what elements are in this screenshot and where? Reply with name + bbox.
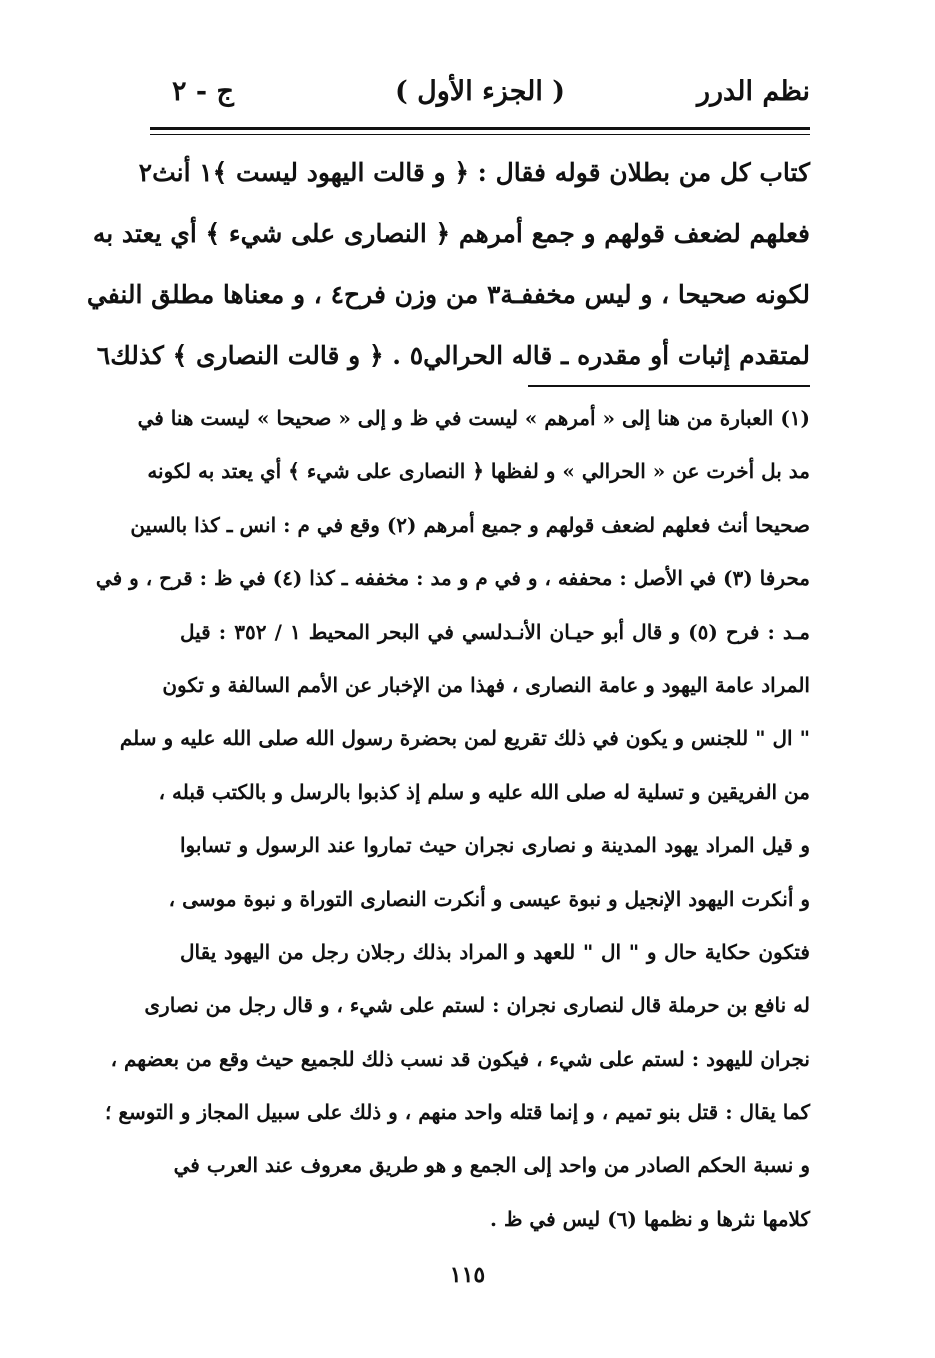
main-line: لمتقدم إثبات أو مقدره ـ قاله الحرالي٥ . ﴿ و قالت النصارى ﴾ كذلك٦ — [96, 341, 810, 370]
footnote-line: فتكون حكاية حال و " ال " للعهد و المراد بذلك رجلان رجل من اليهود يقال — [180, 939, 810, 964]
book-title: نظم الدرر — [696, 76, 810, 107]
main-line: لكونه صحيحا ، و ليس مخففـة٣ من وزن فرح٤ ، و معناها مطلق النفي — [86, 280, 810, 309]
footnote-line: و نسبة الحكم الصادر من واحد إلى الجمع و هو طريق معروف عند العرب في — [173, 1153, 810, 1178]
footnote-line: محرفا (٣) في الأصل : محففه ، و في م و مد : مخففه ـ كذا (٤) في ظ : قرح ، و في — [95, 566, 810, 591]
footnote-line: كما يقال : قتل بنو تميم ، و إنما قتله واحد منهم ، و ذلك على سبيل المجاز و التوسع ؛ — [105, 1100, 810, 1125]
footnote-line: من الفريقين و تسلية له صلى الله عليه و سلم إذ كذبوا بالرسل و بالكتب قبله ، — [158, 779, 810, 804]
footnote-line: مد بل أخرت عن « الحرالي » و لفظها ﴿ النصارى على شيء ﴾ أي يعتد به لكونه — [147, 459, 810, 484]
footnote-line: نجران لليهود : لستم على شيء ، فيكون قد نسب ذلك للجميع حيث وقع من بعضهم ، — [110, 1046, 810, 1071]
header-rule — [150, 127, 810, 130]
part-title: ( الجزء الأول ) — [394, 76, 566, 107]
footnote-line: (١) العبارة من هنا إلى « أمرهم » ليست في ظ و إلى « صحيحا » ليست هنا في — [137, 406, 810, 430]
footnotes — [95, 392, 811, 1246]
running-header — [150, 76, 810, 120]
footnote-line: و قيل المراد يهود المدينة و نصارى نجران حيث تماروا عند الرسول و تسابوا — [180, 833, 810, 858]
footnote-line: مـد : فرح (٥) و قال أبو حيـان الأنـدلسي في البحر المحيط ١ / ٣٥٢ : قيل — [180, 619, 811, 644]
footnote-line: " ال " للجنس و يكون في ذلك تقريع لمن بحضرة رسول الله صلى الله عليه و سلم — [119, 726, 810, 751]
footnote-line: صحيحا أنث فعلهم لضعف قولهم و جميع أمرهم (٢) وقع في م : انس ـ كذا بالسين — [130, 512, 810, 537]
header-rule-thin — [150, 134, 810, 135]
page-number: ١١٥ — [449, 1262, 486, 1288]
main-line: كتاب كل من بطلان قوله فقال : ﴿ و قالت اليهود ليست ﴾١ أنث٢ — [138, 158, 810, 187]
footnote-line: المراد عامة اليهود و عامة النصارى ، فهذا من الإخبار عن الأمم السالفة و تكون — [162, 672, 810, 697]
main-line: فعلهم لضعف قولهم و جمع أمرهم ﴿ النصارى على شيء ﴾ أي يعتد به — [92, 219, 810, 248]
footnote-separator — [528, 385, 810, 387]
footnote-line: و أنكرت اليهود الإنجيل و نبوة عيسى و أنكرت النصارى التوراة و نبوة موسى ، — [168, 886, 810, 911]
main-text — [86, 142, 810, 386]
volume-label: ج - ٢ — [172, 76, 234, 107]
footnote-line: كلامها نثرها و نظمها (٦) ليس في ظ . — [490, 1206, 810, 1231]
footnote-line: له نافع بن حرملة قال لنصارى نجران : لستم على شيء ، و قال رجل من نصارى — [144, 993, 810, 1018]
